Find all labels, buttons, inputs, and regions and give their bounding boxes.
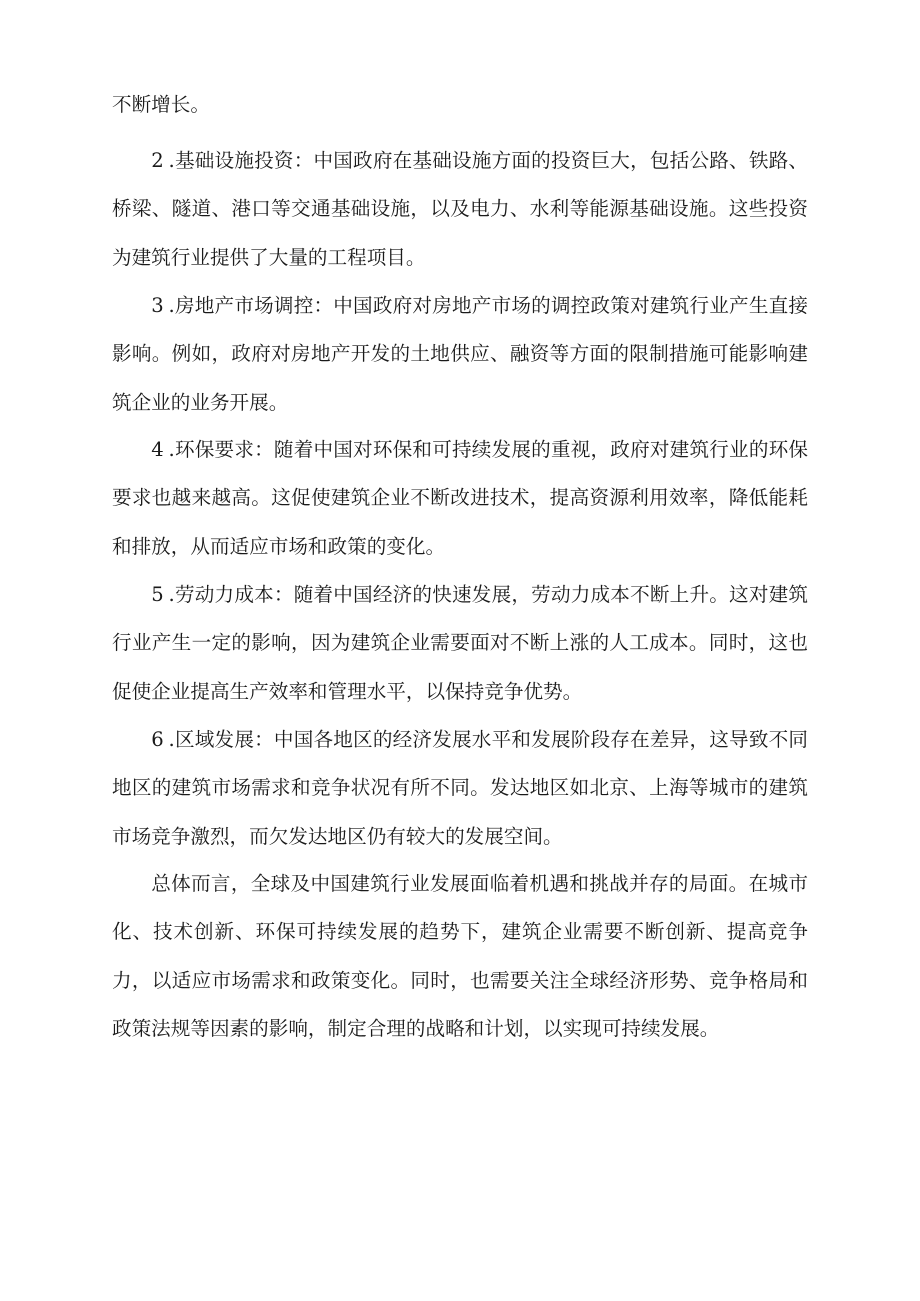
- item-text: .房地产市场调控：中国政府对房地产市场的调控政策对建筑行业产生直接影响。例如，政府对房地产开发的土地供应、融资等方面的限制措施可能影响建筑企业的业务开展。: [112, 294, 808, 414]
- continuation-paragraph: 不断增长。: [112, 93, 210, 116]
- item-text: .区域发展：中国各地区的经济发展水平和发展阶段存在差异，这导致不同地区的建筑市场需求和竞争状况有所不同。发达地区如北京、上海等城市的建筑市场竞争激烈，而欠发达地区仍有较大的发展空间。: [112, 728, 808, 848]
- item-4-block: [112, 426, 808, 571]
- item-text: .基础设施投资：中国政府在基础设施方面的投资巨大，包括公路、铁路、桥梁、隧道、港口等交通基础设施，以及电力、水利等能源基础设施。这些投资为建筑行业提供了大量的工程项目。: [112, 149, 808, 269]
- summary-paragraph: 总体而言，全球及中国建筑行业发展面临着机遇和挑战并存的局面。在城市化、技术创新、环保可持续发展的趋势下，建筑企业需要不断创新、提高竞争力，以适应市场需求和政策变化。同时，也需要关注全球经济形势、竞争格局和政策法规等因素的影响，制定合理的战略和计划，以实现可持续发展。: [112, 872, 808, 1040]
- item-text: .环保要求：随着中国对环保和可持续发展的重视，政府对建筑行业的环保要求也越来越高。这促使建筑企业不断改进技术，提高资源利用效率，降低能耗和排放，从而适应市场和政策的变化。: [112, 438, 808, 558]
- list-item-6: [112, 716, 808, 861]
- item-number: 2: [151, 149, 164, 172]
- item-6-block: [112, 716, 808, 861]
- item-text: .劳动力成本：随着中国经济的快速发展，劳动力成本不断上升。这对建筑行业产生一定的影响，因为建筑企业需要面对不断上涨的人工成本。同时，这也促使企业提高生产效率和管理水平，以保持竞争优势。: [112, 583, 808, 703]
- summary-block: [112, 860, 808, 1053]
- item-3-block: [112, 282, 808, 427]
- list-item-3: [112, 282, 808, 427]
- list-item-4: [112, 426, 808, 571]
- item-2-block: [112, 137, 808, 282]
- item-number: 6: [151, 728, 164, 751]
- text-block: [112, 81, 808, 129]
- item-5-block: [112, 571, 808, 716]
- item-number: 4: [151, 438, 164, 461]
- item-number: 5: [151, 583, 164, 606]
- list-item-5: [112, 571, 808, 716]
- item-number: 3: [151, 294, 164, 317]
- list-item-2: [112, 137, 808, 282]
